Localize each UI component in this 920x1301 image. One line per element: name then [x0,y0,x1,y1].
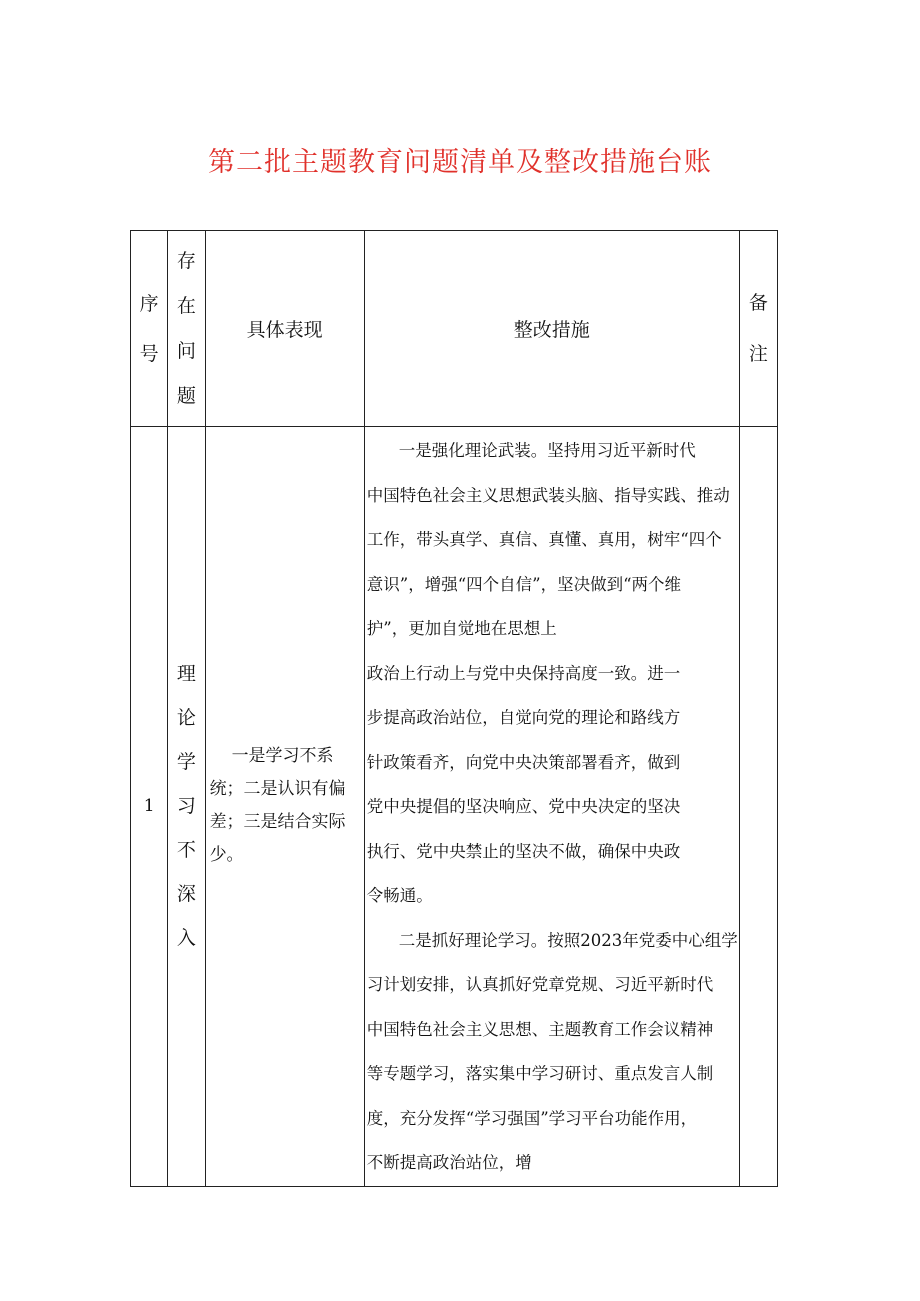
measure-line: 令畅通。 [366,886,433,905]
header-serial-number: 序 号 [131,231,168,427]
measure-line: 中国特色社会主义思想武装头脑、指导实践、推动 [366,485,730,505]
measure-line: 意识”，增强“四个自信”，坚决做到“两个维 [366,574,682,594]
row-note [739,427,777,1187]
measure-line: 二是抓好理论学习。按照2023年党委中心组学 [398,930,738,950]
header-note: 备 注 [739,231,777,427]
manifestation-line: 差；三是结合实际 [209,812,346,833]
measure-line: 一是强化理论武装。坚持用习近平新时代 [398,441,696,460]
manifestation-line: 少。 [209,845,244,866]
row-measures [364,427,739,1187]
measure-line: 中国特色社会主义思想、主题教育工作会议精神 [366,1019,714,1039]
measure-line: 习计划安排，认真抓好党章党规、习近平新时代 [366,975,714,994]
document-title: 第二批主题教育问题清单及整改措施台账 [208,147,712,178]
table-header-row [131,231,778,427]
measure-line: 党中央提倡的坚决响应、党中央决定的坚决 [366,797,681,816]
measure-line: 针政策看齐，向党中央决策部署看齐，做到 [366,752,681,772]
manifestation-line: 统；二是认识有偏 [209,779,346,800]
header-issue: 存 在 问 题 [168,231,205,427]
table-row [131,427,778,1187]
manifestation-line: 一是学习不系 [231,746,334,767]
header-measures: 整改措施 [364,231,739,427]
measure-line: 政治上行动上与党中央保持高度一致。进一 [366,663,681,683]
header-manifestation: 具体表现 [205,231,364,427]
measure-line: 步提高政治站位，自觉向党的理论和路线方 [366,708,681,727]
row-serial-number: 1 [131,427,168,1187]
issue-ledger-table [130,230,778,1187]
row-manifestation [205,427,364,1187]
measure-line: 等专题学习，落实集中学习研讨、重点发言人制 [366,1064,714,1083]
measure-line: 护”，更加自觉地在思想上 [366,619,557,638]
row-issue: 理 论 学 习 不 深 入 [168,427,205,1187]
measure-line: 不断提高政治站位，增 [366,1153,532,1172]
measure-line: 执行、党中央禁止的坚决不做，确保中央政 [366,841,681,861]
measure-line: 工作，带头真学、真信、真懂、真用，树牢“四个 [366,530,722,549]
measure-line: 度，充分发挥“学习强国”学习平台功能作用， [366,1108,698,1128]
